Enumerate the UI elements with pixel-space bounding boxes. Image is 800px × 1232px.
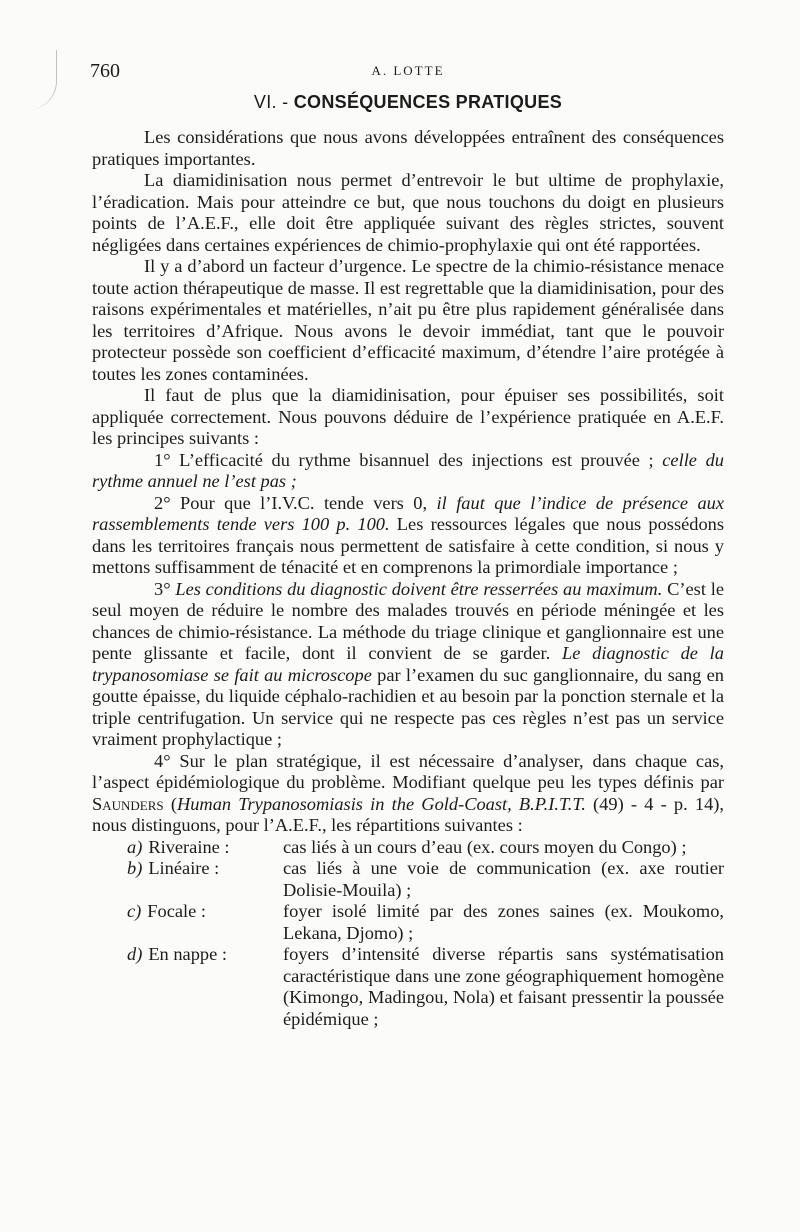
repartition-item [92,901,724,944]
principle-1 [92,450,724,493]
repartition-text: foyer isolé limité par des zones saines (ex. Moukomo, Lekana, Djomo) ; [283,901,724,943]
principle-text: C’est le seul moyen de réduire le nombre des malades trouvés en période méningée et les chances de chimio-résistance. La méthode du triage clinique et ganglionnaire est une pente glissante et facile, dont il convient de se garder. [92,578,724,663]
repartition-text: foyers d’intensité diverse répartis sans systématisation caractéristique dans une zone géographiquement homogène (Kimongo, Madingou, Nola) et faisant pressentir la poussée épidémique ; [283,944,724,1029]
section-number: VI. - [253,92,289,112]
repartition-item [92,944,724,1030]
page-header [92,54,724,88]
author-name: Saunders [92,793,164,814]
paragraph: Il faut de plus que la diamidinisation, pour épuiser ses possibilités, soit appliquée correctement. Nous pouvons déduire de l’expérience pratiquée en A.E.F. les principes suivants : [92,385,724,448]
principle-text: par l’examen du suc ganglionnaire, du sang en goutte épaisse, du liquide céphalo-rachidien et au besoin par la ponction sternale et la triple centrifugation. Un service qui ne respecte pas ces règles n’est pas un service vraiment prophylactique ; [92,664,724,749]
repartition-type: Riveraine : [148,836,230,857]
repartition-label [127,901,206,923]
principle-text: 4° Sur le plan stratégique, il est nécessaire d’analyser, dans chaque cas, l’aspect épidémiologique du problème. Modifiant quelque peu les types définis par [92,750,724,792]
running-head: A. LOTTE [371,63,445,78]
paragraph: Il y a d’abord un facteur d’urgence. Le spectre de la chimio-résistance menace toute action thérapeutique de masse. Il est regrettable que la diamidinisation, pour des raisons expérimentales et matérielles, n’ait pu être plus rapidement généralisée dans les territoires d’Afrique. Nous avons le devoir immédiat, tant que le pouvoir protecteur possède son coefficient d’efficacité maximum, d’étendre l’aire protégée à toutes les zones contaminées. [92,256,724,384]
list-letter: c) [127,901,142,921]
page-body [92,54,724,1030]
repartition-item [92,858,724,901]
repartition-type: Linéaire : [148,858,220,878]
principle-text: 3° [154,578,176,599]
principle-3 [92,579,724,751]
paragraph: Les considérations que nous avons développées entraînent des conséquences pratiques importantes. [92,127,724,169]
principle-emphasis: il faut que l’indice de présence aux rassemblements tende vers 100 p. 100. [92,492,724,534]
principle-text: ( [163,793,177,814]
principle-2 [92,493,724,579]
citation-title: Human Trypanosomiasis in the Gold-Coast, B.P.I.T.T. [176,793,586,814]
repartition-type: En nappe : [148,944,227,964]
list-letter: a) [127,836,143,857]
principle-text: Les ressources légales que nous possédons dans les territoires français nous permettent de satisfaire à cette condition, si nous y mettons suffisamment de ténacité et en comprenons la primordiale importance ; [92,514,725,577]
principle-emphasis: Le diagnostic de la trypanosomiase se fait au microscope [92,643,724,685]
principle-text: (49) - 4 - p. 14), nous distinguons, pour l’A.E.F., les répartitions suivantes : [92,793,724,835]
principle-text: 2° Pour que l’I.V.C. tende vers 0, [154,492,437,513]
repartition-type: Focale : [147,901,207,921]
principle-emphasis: celle du rythme annuel ne l’est pas ; [92,449,724,491]
margin-pencil-mark [28,50,57,110]
repartition-label [127,858,219,880]
repartition-item [92,837,724,859]
repartition-list [92,837,724,1031]
principle-4 [92,751,724,837]
principle-emphasis: Les conditions du diagnostic doivent être resserrées au maximum. [175,578,663,599]
section-title-text: CONSÉQUENCES PRATIQUES [293,92,563,112]
repartition-label [127,837,230,859]
repartition-text: cas liés à une voie de communication (ex. axe routier Dolisie-Mouila) ; [283,858,724,900]
list-letter: d) [127,944,143,964]
paragraph: La diamidinisation nous permet d’entrevoir le but ultime de prophylaxie, l’éradication. Mais pour atteindre ce but, que nous touchons du doigt en plusieurs points de l’A.E.F., elle doit être appliquée suivant des règles strictes, souvent négligées dans certaines expériences de chimio-prophylaxie qui ont été rapportées. [92,170,724,255]
repartition-label [127,944,227,966]
principle-text: 1° L’efficacité du rythme bisannuel des injections est prouvée ; [154,449,663,470]
list-letter: b) [127,858,143,878]
section-title [92,92,724,113]
repartition-text: cas liés à un cours d’eau (ex. cours moyen du Congo) ; [283,836,687,857]
page-number: 760 [90,60,120,82]
